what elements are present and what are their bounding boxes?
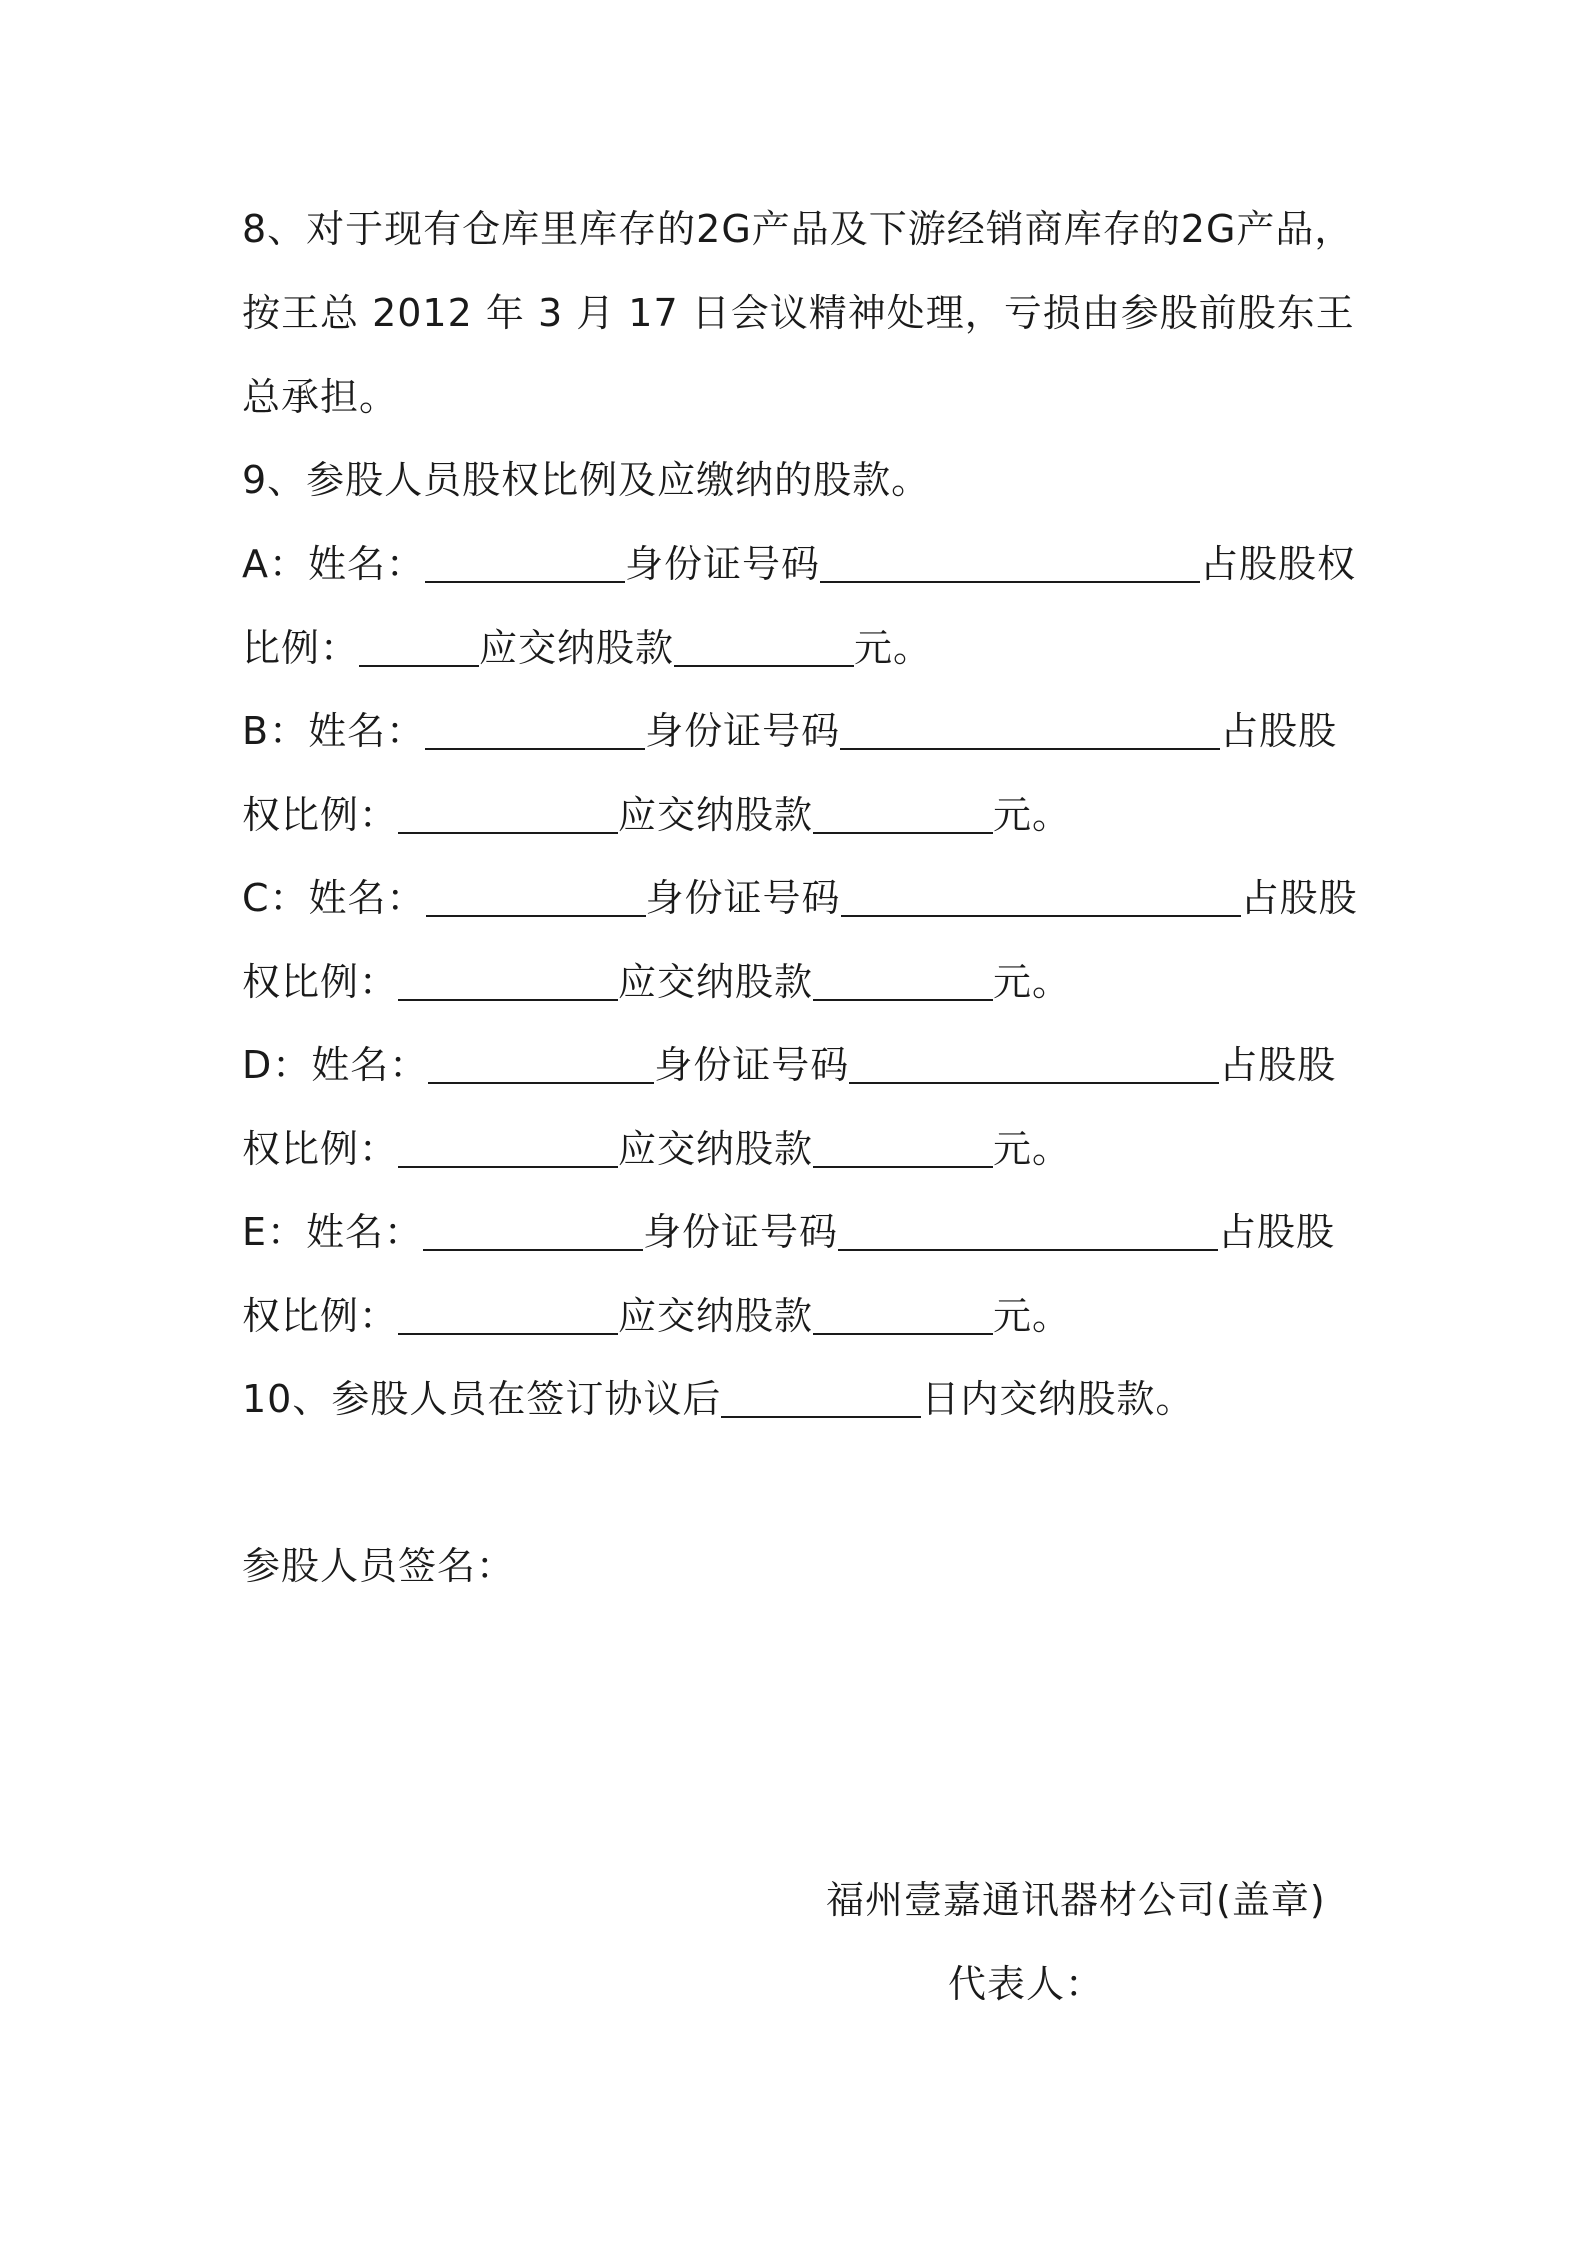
clause8-line1: 8、对于现有仓库里库存的2G产品及下游经销商库存的2G产品，: [242, 207, 1354, 251]
person-c-row1: [242, 874, 1358, 922]
person-d-row1: [242, 1041, 1336, 1089]
person-b-ratio-blank[interactable]: [398, 792, 618, 834]
person-e-name-label: E：姓名：: [242, 1210, 424, 1254]
person-a-payment-label: 应交纳股款: [479, 626, 675, 670]
clause10-days-blank[interactable]: [721, 1376, 921, 1418]
person-b-row2: [242, 791, 1071, 839]
person-a-ratio-label: 比例：: [242, 626, 360, 670]
person-d-row2: [242, 1125, 1071, 1173]
person-c-name-blank[interactable]: [426, 875, 646, 917]
person-b-name-label: B：姓名：: [242, 709, 426, 753]
person-a-name-label: A：姓名：: [242, 542, 425, 586]
person-e-unit: 元。: [993, 1294, 1072, 1338]
representative-label: 代表人：: [948, 1962, 1105, 2006]
person-a-id-label: 身份证号码: [625, 542, 821, 586]
person-c-payment-blank[interactable]: [813, 959, 993, 1001]
person-a-id-blank[interactable]: [820, 541, 1200, 583]
clause10: [242, 1375, 1194, 1423]
clause10-after: 日内交纳股款。: [921, 1377, 1195, 1421]
clause8-line2: 按王总 2012 年 3 月 17 日会议精神处理，亏损由参股前股东王: [242, 291, 1355, 335]
person-c-id-blank[interactable]: [841, 875, 1241, 917]
person-e-payment-blank[interactable]: [813, 1293, 993, 1335]
person-d-unit: 元。: [993, 1127, 1072, 1171]
person-d-id-blank[interactable]: [849, 1042, 1219, 1084]
person-b-id-label: 身份证号码: [645, 709, 841, 753]
clause8-line3: 总承担。: [242, 375, 399, 419]
person-b-payment-blank[interactable]: [813, 792, 993, 834]
person-a-name-blank[interactable]: [425, 541, 625, 583]
person-b-id-blank[interactable]: [840, 708, 1220, 750]
person-a-ratio-blank[interactable]: [359, 625, 479, 667]
person-b-ratio-label: 权比例：: [242, 793, 399, 837]
person-d-ratio-blank[interactable]: [398, 1126, 618, 1168]
person-b-row1: [242, 707, 1337, 755]
person-e-row2: [242, 1292, 1071, 1340]
person-e-name-blank[interactable]: [423, 1209, 643, 1251]
person-c-name-label: C：姓名：: [242, 876, 426, 920]
person-c-row2: [242, 958, 1071, 1006]
person-e-ratio-label: 权比例：: [242, 1294, 399, 1338]
person-a-unit: 元。: [854, 626, 933, 670]
person-c-ratio-label: 权比例：: [242, 960, 399, 1004]
person-d-payment-label: 应交纳股款: [618, 1127, 814, 1171]
person-b-share-tail: 占股股: [1220, 709, 1338, 753]
person-d-name-label: D：姓名：: [242, 1043, 429, 1087]
person-e-ratio-blank[interactable]: [398, 1293, 618, 1335]
signature-label: 参股人员签名：: [242, 1544, 516, 1588]
clause10-before: 10、参股人员在签订协议后: [242, 1377, 722, 1421]
person-a-row1: [242, 540, 1356, 588]
person-e-share-tail: 占股股: [1218, 1210, 1336, 1254]
person-b-name-blank[interactable]: [425, 708, 645, 750]
person-e-row1: [242, 1208, 1335, 1256]
person-c-ratio-blank[interactable]: [398, 959, 618, 1001]
clause9-title: 9、参股人员股权比例及应缴纳的股款。: [242, 458, 931, 502]
person-c-unit: 元。: [993, 960, 1072, 1004]
company-name: 福州壹嘉通讯器材公司(盖章): [826, 1878, 1326, 1922]
person-e-id-label: 身份证号码: [643, 1210, 839, 1254]
person-d-id-label: 身份证号码: [654, 1043, 850, 1087]
person-d-payment-blank[interactable]: [813, 1126, 993, 1168]
person-d-share-tail: 占股股: [1219, 1043, 1337, 1087]
person-a-payment-blank[interactable]: [674, 625, 854, 667]
person-a-row2: [242, 624, 932, 672]
person-a-share-tail: 占股股权: [1200, 542, 1357, 586]
person-d-name-blank[interactable]: [428, 1042, 654, 1084]
person-d-ratio-label: 权比例：: [242, 1127, 399, 1171]
person-b-payment-label: 应交纳股款: [618, 793, 814, 837]
person-c-id-label: 身份证号码: [645, 876, 841, 920]
person-e-payment-label: 应交纳股款: [618, 1294, 814, 1338]
person-b-unit: 元。: [993, 793, 1072, 837]
person-c-payment-label: 应交纳股款: [618, 960, 814, 1004]
person-c-share-tail: 占股股: [1240, 876, 1358, 920]
person-e-id-blank[interactable]: [838, 1209, 1218, 1251]
